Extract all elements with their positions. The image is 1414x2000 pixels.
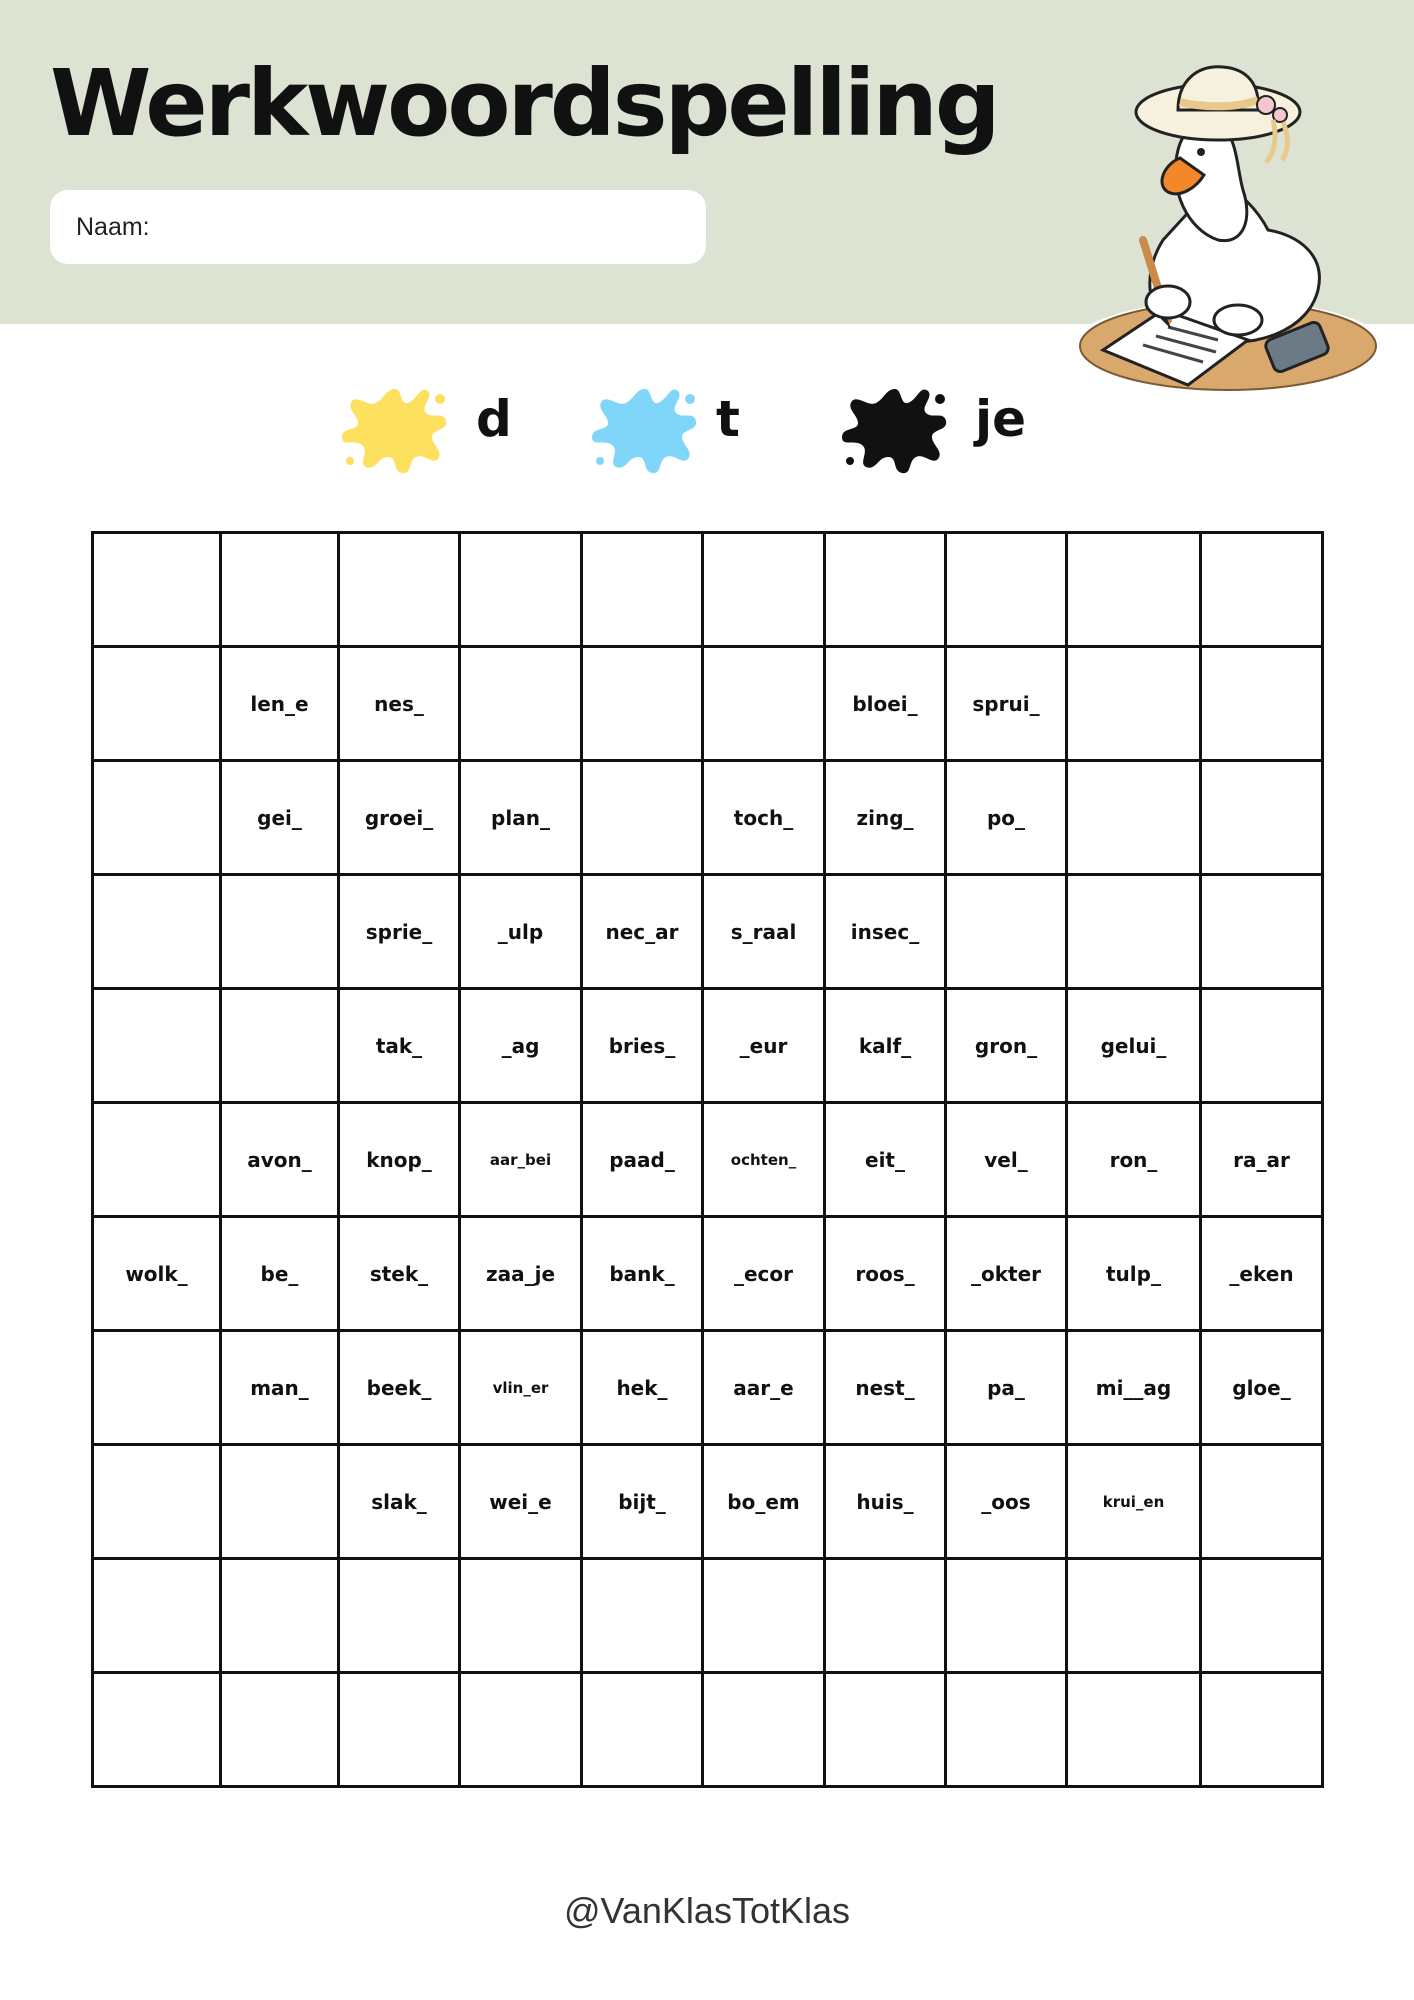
word-cell[interactable]: bank_: [582, 1217, 703, 1331]
empty-cell[interactable]: [1067, 875, 1201, 989]
empty-cell[interactable]: [582, 533, 703, 647]
word-cell[interactable]: gron_: [946, 989, 1067, 1103]
footer-handle: @VanKlasTotKlas: [563, 1890, 850, 1931]
word-cell[interactable]: man_: [221, 1331, 339, 1445]
grid-row: [93, 989, 1323, 1103]
word-cell[interactable]: hek_: [582, 1331, 703, 1445]
empty-cell[interactable]: [93, 533, 221, 647]
empty-cell[interactable]: [1201, 1445, 1323, 1559]
word-cell[interactable]: pa_: [946, 1331, 1067, 1445]
empty-cell[interactable]: [221, 1559, 339, 1673]
empty-cell[interactable]: [1067, 647, 1201, 761]
word-cell[interactable]: tulp_: [1067, 1217, 1201, 1331]
empty-cell[interactable]: [221, 1673, 339, 1787]
empty-cell[interactable]: [93, 1445, 221, 1559]
word-cell[interactable]: _ecor: [703, 1217, 825, 1331]
word-grid-table: [91, 531, 1324, 1788]
grid-row: [93, 875, 1323, 989]
word-cell[interactable]: huis_: [825, 1445, 946, 1559]
color-grid: [91, 531, 1324, 1788]
word-cell[interactable]: avon_: [221, 1103, 339, 1217]
grid-row: [93, 1103, 1323, 1217]
word-cell[interactable]: mi__ag: [1067, 1331, 1201, 1445]
word-cell[interactable]: vlin_er: [460, 1331, 582, 1445]
grid-row: [93, 1217, 1323, 1331]
empty-cell[interactable]: [703, 1559, 825, 1673]
word-cell[interactable]: zing_: [825, 761, 946, 875]
grid-row: [93, 647, 1323, 761]
empty-cell[interactable]: [1201, 533, 1323, 647]
legend-label-je: je: [975, 390, 1027, 448]
empty-cell[interactable]: [1201, 989, 1323, 1103]
empty-cell[interactable]: [93, 1103, 221, 1217]
word-cell[interactable]: _eur: [703, 989, 825, 1103]
word-cell[interactable]: be_: [221, 1217, 339, 1331]
name-field[interactable]: [50, 190, 706, 264]
word-cell[interactable]: zaa_je: [460, 1217, 582, 1331]
empty-cell[interactable]: [582, 1673, 703, 1787]
word-cell[interactable]: ra_ar: [1201, 1103, 1323, 1217]
word-cell[interactable]: paad_: [582, 1103, 703, 1217]
empty-cell[interactable]: [221, 1445, 339, 1559]
empty-cell[interactable]: [1067, 761, 1201, 875]
word-cell[interactable]: s_raal: [703, 875, 825, 989]
empty-cell[interactable]: [1201, 1559, 1323, 1673]
word-cell[interactable]: krui_en: [1067, 1445, 1201, 1559]
empty-cell[interactable]: [221, 989, 339, 1103]
grid-row: [93, 1445, 1323, 1559]
word-cell[interactable]: ron_: [1067, 1103, 1201, 1217]
name-label: Naam:: [76, 212, 150, 241]
legend-label-d: d: [476, 390, 512, 448]
word-cell[interactable]: nest_: [825, 1331, 946, 1445]
word-cell[interactable]: aar_bei: [460, 1103, 582, 1217]
word-cell[interactable]: gloe_: [1201, 1331, 1323, 1445]
empty-cell[interactable]: [339, 1559, 460, 1673]
empty-cell[interactable]: [582, 647, 703, 761]
word-cell[interactable]: wolk_: [93, 1217, 221, 1331]
legend-label-t: t: [716, 390, 740, 448]
empty-cell[interactable]: [221, 533, 339, 647]
word-cell[interactable]: sprui_: [946, 647, 1067, 761]
word-cell[interactable]: _eken: [1201, 1217, 1323, 1331]
grid-row: [93, 1559, 1323, 1673]
empty-cell[interactable]: [825, 533, 946, 647]
empty-cell[interactable]: [825, 1673, 946, 1787]
empty-cell[interactable]: [339, 1673, 460, 1787]
empty-cell[interactable]: [221, 875, 339, 989]
empty-cell[interactable]: [93, 1331, 221, 1445]
word-cell[interactable]: _oos: [946, 1445, 1067, 1559]
empty-cell[interactable]: [825, 1559, 946, 1673]
word-cell[interactable]: _okter: [946, 1217, 1067, 1331]
word-cell[interactable]: roos_: [825, 1217, 946, 1331]
yellow-splat-icon: [340, 377, 450, 477]
word-cell[interactable]: insec_: [825, 875, 946, 989]
word-cell[interactable]: knop_: [339, 1103, 460, 1217]
empty-cell[interactable]: [946, 875, 1067, 989]
empty-cell[interactable]: [93, 761, 221, 875]
word-cell[interactable]: beek_: [339, 1331, 460, 1445]
empty-cell[interactable]: [946, 533, 1067, 647]
word-cell[interactable]: aar_e: [703, 1331, 825, 1445]
word-cell[interactable]: _ag: [460, 989, 582, 1103]
goose-writing-illustration-icon: [1068, 40, 1394, 410]
word-cell[interactable]: plan_: [460, 761, 582, 875]
word-cell[interactable]: nec_ar: [582, 875, 703, 989]
empty-cell[interactable]: [1201, 1673, 1323, 1787]
word-cell[interactable]: bo_em: [703, 1445, 825, 1559]
empty-cell[interactable]: [93, 989, 221, 1103]
empty-cell[interactable]: [1201, 647, 1323, 761]
word-cell[interactable]: _ulp: [460, 875, 582, 989]
empty-cell[interactable]: [582, 761, 703, 875]
word-cell[interactable]: eit_: [825, 1103, 946, 1217]
word-cell[interactable]: sprie_: [339, 875, 460, 989]
grid-row: [93, 1673, 1323, 1787]
grid-row: [93, 761, 1323, 875]
legend: [340, 372, 1027, 482]
black-splat-icon: [840, 377, 950, 477]
empty-cell[interactable]: [93, 1559, 221, 1673]
word-cell[interactable]: bijt_: [582, 1445, 703, 1559]
word-cell[interactable]: gei_: [221, 761, 339, 875]
grid-row: [93, 533, 1323, 647]
word-cell[interactable]: po_: [946, 761, 1067, 875]
empty-cell[interactable]: [1201, 761, 1323, 875]
empty-cell[interactable]: [93, 875, 221, 989]
empty-cell[interactable]: [1201, 875, 1323, 989]
word-cell[interactable]: toch_: [703, 761, 825, 875]
word-cell[interactable]: kalf_: [825, 989, 946, 1103]
empty-cell[interactable]: [703, 647, 825, 761]
word-cell[interactable]: bries_: [582, 989, 703, 1103]
empty-cell[interactable]: [946, 1673, 1067, 1787]
empty-cell[interactable]: [460, 533, 582, 647]
empty-cell[interactable]: [93, 1673, 221, 1787]
empty-cell[interactable]: [460, 1673, 582, 1787]
empty-cell[interactable]: [582, 1559, 703, 1673]
word-cell[interactable]: wei_e: [460, 1445, 582, 1559]
empty-cell[interactable]: [339, 533, 460, 647]
word-cell[interactable]: nes_: [339, 647, 460, 761]
word-cell[interactable]: gelui_: [1067, 989, 1201, 1103]
word-cell[interactable]: tak_: [339, 989, 460, 1103]
empty-cell[interactable]: [460, 1559, 582, 1673]
word-cell[interactable]: len_e: [221, 647, 339, 761]
page-title: Werkwoordspelling: [50, 50, 998, 157]
word-cell[interactable]: slak_: [339, 1445, 460, 1559]
word-cell[interactable]: vel_: [946, 1103, 1067, 1217]
empty-cell[interactable]: [703, 1673, 825, 1787]
empty-cell[interactable]: [1067, 1559, 1201, 1673]
empty-cell[interactable]: [946, 1559, 1067, 1673]
empty-cell[interactable]: [1067, 1673, 1201, 1787]
grid-row: [93, 1331, 1323, 1445]
empty-cell[interactable]: [703, 533, 825, 647]
empty-cell[interactable]: [93, 647, 221, 761]
word-cell[interactable]: bloei_: [825, 647, 946, 761]
word-cell[interactable]: groei_: [339, 761, 460, 875]
empty-cell[interactable]: [1067, 533, 1201, 647]
empty-cell[interactable]: [460, 647, 582, 761]
word-cell[interactable]: ochten_: [703, 1103, 825, 1217]
word-cell[interactable]: stek_: [339, 1217, 460, 1331]
blue-splat-icon: [590, 377, 700, 477]
